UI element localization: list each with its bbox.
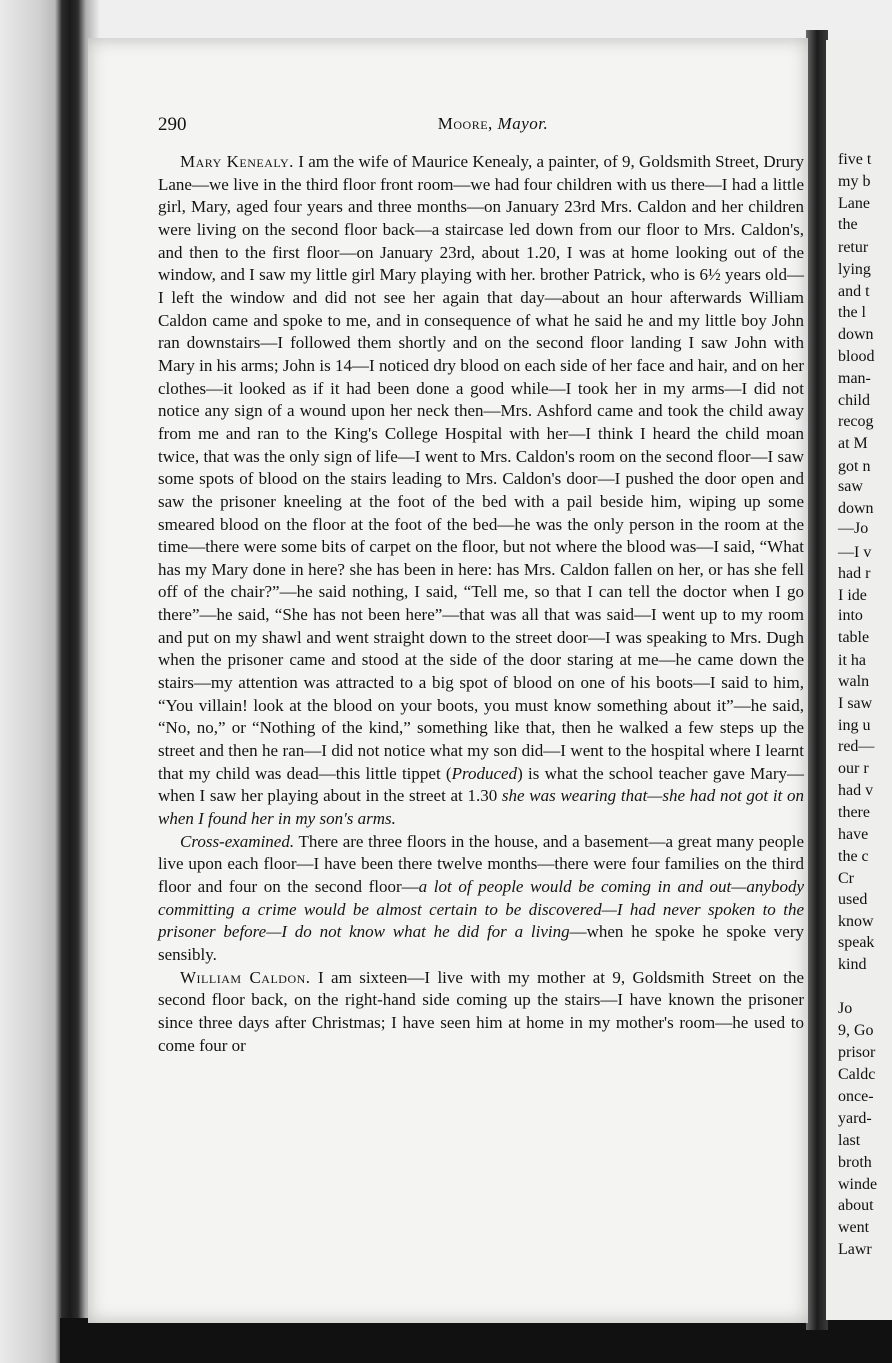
- facing-page-fragment: I ide: [838, 587, 867, 604]
- running-head: [158, 114, 798, 134]
- book-gutter: [806, 30, 828, 1330]
- facing-page-fragment: down: [838, 326, 874, 343]
- facing-page-fragment: red—: [838, 738, 875, 755]
- testimony-text: I am the wife of Maurice Kenealy, a painter, of 9, Goldsmith Street, Drury Lane—we live in the third floor front room—we had four children with us there—I had a little girl, Mary, aged four years and three months—on January 23rd Mrs. Caldon and her children were living on the second floor back—a staircase led down from our floor to Mrs. Caldon's, and then to the first floor—on January 23rd, about 1.20, I was at home looking out of the window, and I saw my little girl Mary playing with her. brother Patrick, who is 6½ years old—I left the window and did not see her again that day—about an hour afterwards William Caldon came and spoke to me, and in consequence of what he said he and my little boy John ran downstairs—I followed them shortly and on the second floor landing I saw John with Mary in his arms; John is 14—I noticed dry blood on each side of her face and hair, and on her clothes—it looked as if it had been done a good while—I took her in my arms—I did not notice any sign of a wound upon her neck then—Mrs. Ashford came and took the child away from me and ran to the King's College Hospital with her—I think I heard the child moan twice, that was the only sign of life—I went to Mrs. Caldon's room on the second floor—I saw some spots of blood on the stairs leading to Mrs. Caldon's door—I pushed the door open and saw the prisoner kneeling at the foot of the bed with a pail beside him, wiping up some smeared blood on the floor at the foot of the bed—he was the only person in the room at the time—there were some bits of carpet on the floor, but not where the blood was—I said, “What has my Mary done in here? she has been in here: has Mrs. Caldon fallen on her, or has she fell off of the chair?”—he said nothing, I said, “Tell me, so that I can tell the doctor when I go there”—he said, “She has not been here”—that was all that was said—I went up to my room and put on my shawl and went straight down to the street door—I was speaking to Mrs. Dugh when the prisoner came and stood at the side of the door staring at me—he came down the stairs—my attention was attracted to a big spot of blood on one of his boots—I said to him, “You villain! look at the blood on your boots, you must know something about it”—he said, “No, no,” or “Nothing of the kind,” something like that, then he walked a few steps up the street and then he ran—I did not notice what my son did—I went to the hospital where I learnt that my child was dead—this little tippet (: [158, 152, 804, 783]
- facing-page-fragment: at M: [838, 435, 868, 452]
- running-head-title: Mayor.: [497, 114, 549, 133]
- facing-page-fragment: Lane: [838, 195, 870, 212]
- page-number: 290: [158, 114, 187, 135]
- facing-page-fragment: 9, Go: [838, 1022, 874, 1039]
- facing-page-fragment: broth: [838, 1154, 872, 1171]
- facing-page-fragment: Lawr: [838, 1241, 872, 1258]
- facing-page-fragment: last: [838, 1132, 861, 1149]
- facing-page-fragment: recog: [838, 413, 874, 430]
- facing-page-fragment: prisor: [838, 1044, 876, 1061]
- speaker-name: William Caldon.: [180, 967, 311, 987]
- testimony-text: I am sixteen—I live with my mother at 9, Goldsmith Street on the second floor back, on the right-hand side coming up the stairs—I have known the prisoner since three days after Christmas; I have seen him at home in my mother's room—he used to come four or: [158, 967, 805, 1055]
- produced-note: Produced: [451, 763, 518, 783]
- facing-page-fragment: into: [838, 607, 863, 624]
- facing-page-fragment: —I v: [838, 544, 872, 561]
- testimony-italic-tail: she was wearing that—she had not got it on when I found her in my son's arms.: [158, 786, 804, 829]
- facing-page-fragment: saw: [838, 478, 863, 495]
- cross-examination: [158, 831, 804, 967]
- facing-page-fragment: lying: [838, 261, 871, 278]
- facing-page-fragment: the: [838, 216, 858, 233]
- running-head-name: Moore,: [437, 114, 493, 133]
- facing-page-fragment: the l: [838, 304, 866, 321]
- facing-page-fragment: Jo: [838, 1000, 853, 1017]
- facing-page-fragment: —Jo: [838, 520, 869, 537]
- facing-page: [826, 40, 892, 1320]
- facing-page-fragment: the c: [838, 848, 869, 865]
- cross-examined-label: Cross-examined.: [180, 831, 295, 851]
- facing-page-fragment: yard-: [838, 1110, 872, 1127]
- facing-page-fragment: speak: [838, 934, 875, 951]
- facing-page-fragment: used: [838, 891, 868, 908]
- facing-page-fragment: table: [838, 629, 870, 646]
- facing-page-fragment: have: [838, 826, 869, 843]
- body-text: [158, 151, 804, 1057]
- facing-page-fragment: child: [838, 392, 870, 409]
- scan-bottom-shadow: [60, 1318, 892, 1363]
- facing-page-fragment: winde: [838, 1176, 878, 1193]
- facing-page-fragment: once-: [838, 1088, 874, 1105]
- facing-page-fragment: retur: [838, 239, 869, 256]
- facing-page-fragment: and t: [838, 283, 870, 300]
- facing-page-fragment: waln: [838, 673, 870, 690]
- facing-page-fragment: went: [838, 1219, 870, 1236]
- facing-page-fragment: five t: [838, 151, 872, 168]
- facing-page-fragment: our r: [838, 760, 869, 777]
- speaker-name: Mary Kenealy.: [180, 152, 294, 171]
- facing-page-fragment: my b: [838, 173, 871, 190]
- testimony-text-continued: ) is what the school teacher gave Mary—when I saw her playing about in the street at 1.30: [158, 763, 804, 806]
- facing-page-fragment: got n: [838, 458, 871, 475]
- facing-page-fragment: had v: [838, 782, 874, 799]
- facing-page-fragment: Cr: [838, 870, 854, 887]
- testimony-william-caldon: [158, 967, 804, 1058]
- facing-page-fragment: man-: [838, 370, 871, 387]
- facing-page-fragment: know: [838, 913, 874, 930]
- facing-page-fragment: I saw: [838, 695, 873, 712]
- facing-page-fragment: had r: [838, 565, 871, 582]
- page-header: [158, 114, 798, 144]
- cross-examination-end: —when he spoke he spoke very sensibly.: [158, 922, 804, 964]
- facing-page-fragment: about: [838, 1197, 874, 1214]
- facing-page-fragment: there: [838, 804, 870, 821]
- facing-page-fragment: ing u: [838, 717, 871, 734]
- cross-examination-text: There are three floors in the house, and a basement—a great many people live upon each floor—I have been there twelve months—there were four families on the third floor and four on the second floor—: [158, 831, 804, 896]
- testimony-mary-kenealy: [158, 151, 804, 831]
- cross-examination-italic: a lot of people would be coming in and out—anybody committing a crime would be almost certain to be discovered—I had never spoken to the prisoner before—I do not know what he did for a living: [158, 877, 804, 942]
- facing-page-fragment: kind: [838, 956, 867, 973]
- facing-page-fragment: it ha: [838, 652, 866, 669]
- facing-page-fragment: blood: [838, 348, 875, 365]
- facing-page-fragment: Caldc: [838, 1066, 876, 1083]
- book-page: [88, 38, 808, 1323]
- facing-page-fragment: down: [838, 500, 874, 517]
